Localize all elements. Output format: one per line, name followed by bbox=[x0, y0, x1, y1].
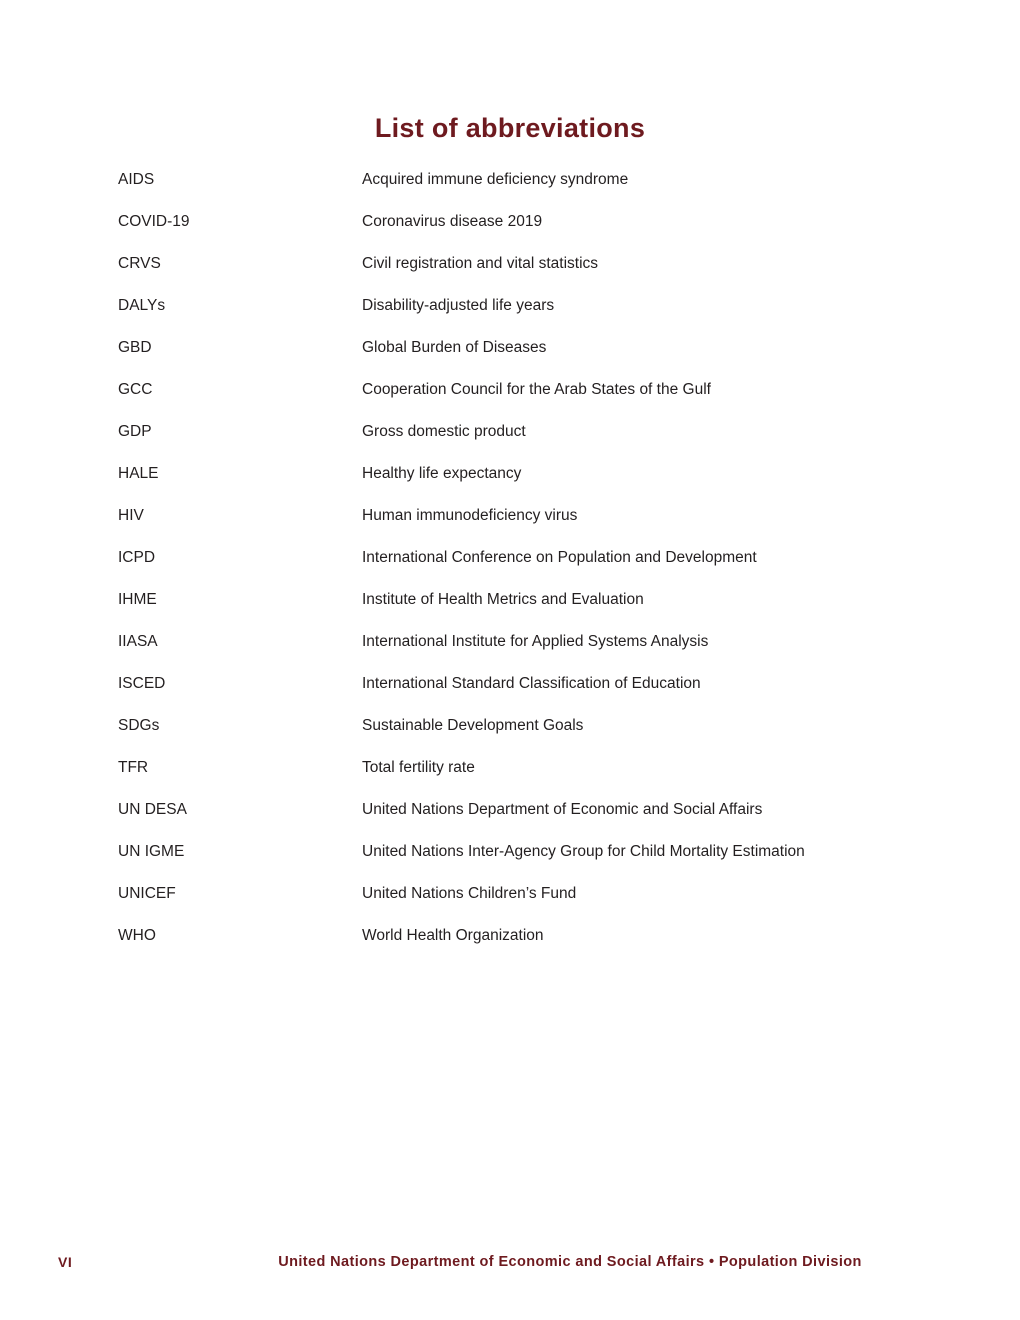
abbreviation-term: UN IGME bbox=[118, 843, 185, 860]
abbreviation-row bbox=[118, 591, 960, 633]
abbreviation-term: UNICEF bbox=[118, 885, 176, 902]
abbreviation-term: AIDS bbox=[118, 171, 155, 188]
abbreviation-row bbox=[118, 675, 960, 717]
abbreviation-row bbox=[118, 759, 960, 801]
abbreviation-definition: Civil registration and vital statistics bbox=[362, 255, 599, 272]
abbreviation-definition: Healthy life expectancy bbox=[362, 465, 522, 482]
abbreviation-definition: United Nations Department of Economic and Social Affairs bbox=[362, 801, 763, 818]
abbreviation-term: ISCED bbox=[118, 675, 166, 692]
abbreviation-row bbox=[118, 213, 960, 255]
abbreviation-row bbox=[118, 843, 960, 885]
abbreviation-term: UN DESA bbox=[118, 801, 187, 818]
abbreviation-row bbox=[118, 633, 960, 675]
abbreviation-row bbox=[118, 255, 960, 297]
abbreviation-definition: United Nations Inter-Agency Group for Child Mortality Estimation bbox=[362, 843, 805, 860]
page-title: List of abbreviations bbox=[374, 113, 646, 143]
abbreviation-row bbox=[118, 297, 960, 339]
abbreviation-term: IIASA bbox=[118, 633, 158, 650]
abbreviation-definition: World Health Organization bbox=[362, 927, 544, 944]
abbreviation-term: HALE bbox=[118, 465, 159, 482]
abbreviation-term: ICPD bbox=[118, 549, 156, 566]
abbreviation-term: WHO bbox=[118, 927, 156, 944]
abbreviation-definition: United Nations Children’s Fund bbox=[362, 885, 577, 902]
abbreviation-definition: Gross domestic product bbox=[362, 423, 526, 440]
abbreviation-definition: Human immunodeficiency virus bbox=[362, 507, 578, 524]
abbreviation-term: GBD bbox=[118, 339, 152, 356]
abbreviation-definition: International Institute for Applied Systems Analysis bbox=[362, 633, 709, 650]
abbreviation-definition: Cooperation Council for the Arab States of the Gulf bbox=[362, 381, 711, 398]
abbreviation-row bbox=[118, 927, 960, 969]
abbreviation-definition: Sustainable Development Goals bbox=[362, 717, 584, 734]
abbreviation-row bbox=[118, 549, 960, 591]
abbreviation-definition: Coronavirus disease 2019 bbox=[362, 213, 543, 230]
page-number: VI bbox=[58, 1254, 73, 1270]
abbreviation-term: CRVS bbox=[118, 255, 161, 272]
abbreviation-row bbox=[118, 339, 960, 381]
abbreviation-row bbox=[118, 465, 960, 507]
abbreviation-row bbox=[118, 885, 960, 927]
abbreviation-term: COVID-19 bbox=[118, 213, 190, 230]
abbreviation-row bbox=[118, 717, 960, 759]
abbreviation-definition: International Conference on Population and Development bbox=[362, 549, 757, 566]
abbreviation-term: GDP bbox=[118, 423, 152, 440]
abbreviation-term: IHME bbox=[118, 591, 157, 608]
abbreviation-definition: Institute of Health Metrics and Evaluation bbox=[362, 591, 644, 608]
abbreviation-definition: Total fertility rate bbox=[362, 759, 475, 776]
abbreviation-row bbox=[118, 171, 960, 213]
abbreviation-row bbox=[118, 507, 960, 549]
abbreviation-row bbox=[118, 801, 960, 843]
abbreviation-row bbox=[118, 381, 960, 423]
abbreviation-definition: Global Burden of Diseases bbox=[362, 339, 547, 356]
abbreviations-list bbox=[118, 171, 960, 969]
abbreviation-term: GCC bbox=[118, 381, 153, 398]
abbreviation-term: DALYs bbox=[118, 297, 166, 314]
footer-text: United Nations Department of Economic and Social Affairs • Population Division bbox=[278, 1254, 862, 1270]
abbreviation-term: TFR bbox=[118, 759, 149, 776]
abbreviation-definition: International Standard Classification of Education bbox=[362, 675, 701, 692]
abbreviation-definition: Acquired immune deficiency syndrome bbox=[362, 171, 629, 188]
abbreviation-definition: Disability-adjusted life years bbox=[362, 297, 555, 314]
abbreviation-row bbox=[118, 423, 960, 465]
abbreviation-term: SDGs bbox=[118, 717, 160, 734]
abbreviation-term: HIV bbox=[118, 507, 144, 524]
